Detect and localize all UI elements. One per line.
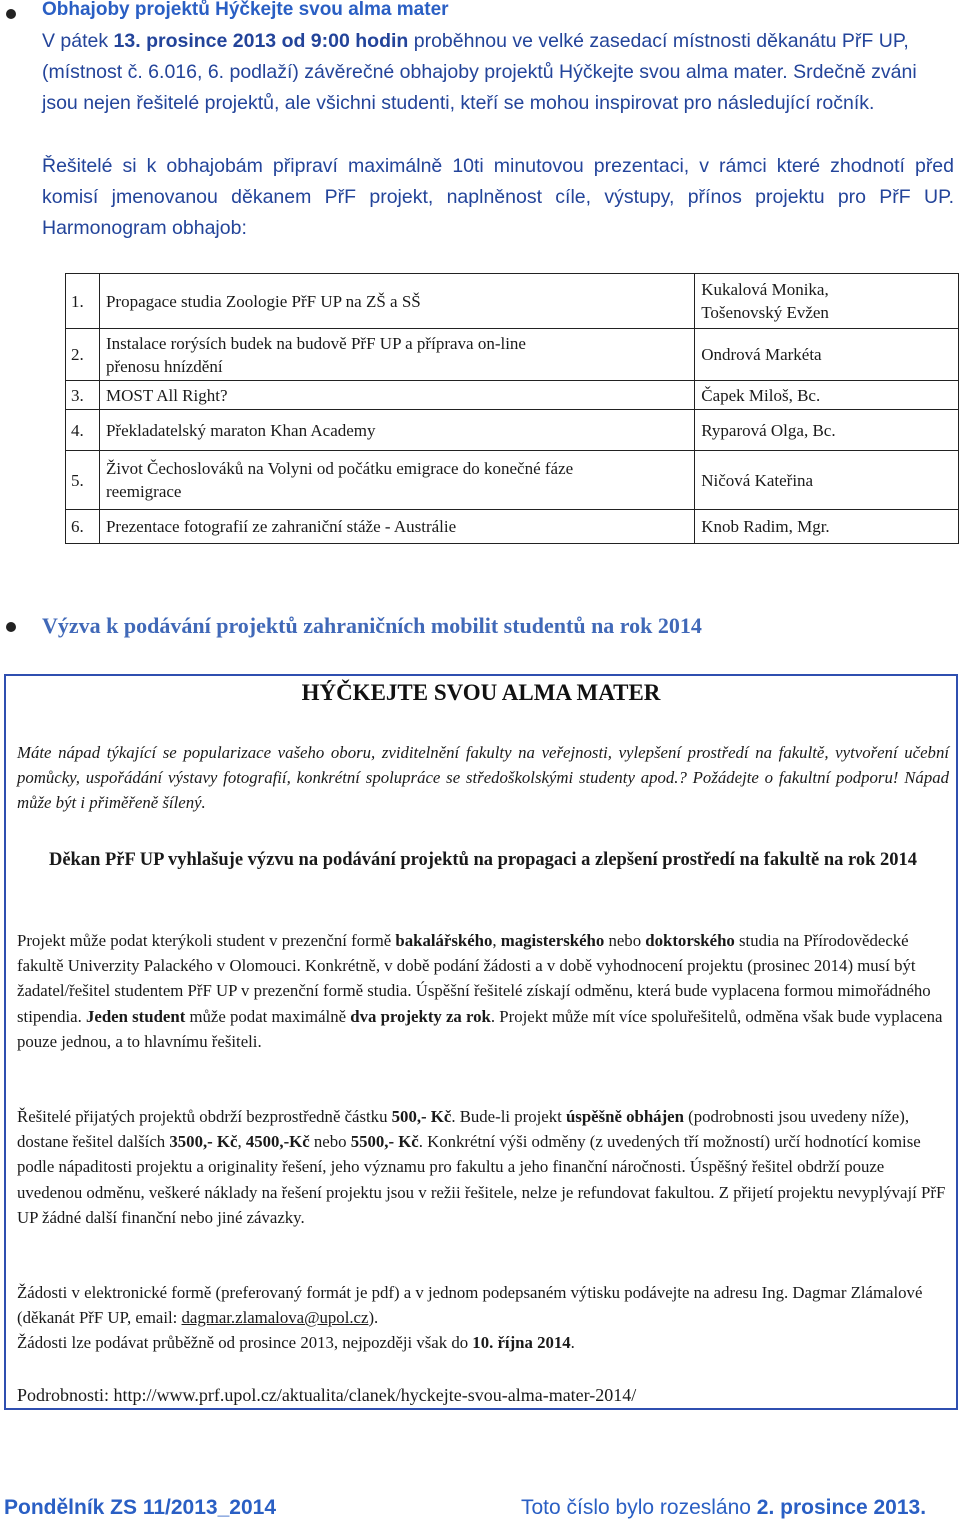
submission-paragraph: Žádosti v elektronické formě (preferovaný formát je pdf) a v jednom podepsaném výtisku podávejte na adresu Ing. Dagmar Zlámalové (děkanát PřF UP, email: dagmar.zlamalova@upol.cz). Žádosti lze podávat průběžně od prosince 2013, nejpozději však do 10. října 2014. — [17, 1283, 923, 1353]
eligibility-paragraph: Projekt může podat kterýkoli student v prezenční formě bakalářského, magisterského nebo doktorského studia na Přírodovědecké fakultě Univerzity Palackého v Olomouci. Konkrétně, v době podání žádosti a v době vyhodnocení projektu (prosinec 2014) musí být žadatel/řešitel studentem PřF UP v prezenční formě studia. Úspěšní řešitelé získají odměnu, která bude vyplacena formou mimořádného stipendia. Jeden student může podat maximálně dva projekty za rok. Projekt může mít více spoluřešitelů, odměna však bude vyplacena pouze jednou, a to hlavnímu řešiteli. — [17, 931, 943, 1051]
call-box-heading: HÝČKEJTE SVOU ALMA MATER — [301, 680, 661, 705]
table-row — [66, 381, 959, 410]
table-row — [66, 274, 959, 329]
email-link[interactable]: dagmar.zlamalova@upol.cz — [181, 1308, 369, 1328]
project-authors: Ryparová Olga, Bc. — [695, 410, 959, 451]
table-row — [66, 329, 959, 381]
row-number: 1. — [66, 274, 100, 329]
details-link[interactable]: Podrobnosti: http://www.prf.upol.cz/aktualita/clanek/hyckejte-svou-alma-mater-2014/ — [17, 1385, 637, 1405]
row-number: 3. — [66, 381, 100, 410]
row-number: 6. — [66, 510, 100, 544]
call-title: Výzva k podávání projektů zahraničních mobilit studentů na rok 2014 — [42, 613, 702, 638]
project-name: Instalace rorýsích budek na budově PřF UP a příprava on-line přenosu hnízdění — [99, 329, 694, 381]
call-headline: Děkan PřF UP vyhlašuje výzvu na podávání projektů na propagaci a zlepšení prostředí na fakultě na rok 2014 — [48, 850, 918, 870]
footer-sent-date: Toto číslo bylo rozesláno 2. prosince 2013. — [521, 1496, 927, 1519]
table-row — [66, 410, 959, 451]
project-authors: Knob Radim, Mgr. — [695, 510, 959, 544]
project-name: Život Čechoslováků na Volyni od počátku emigrace do konečné fáze reemigrace — [99, 451, 694, 510]
project-name: Propagace studia Zoologie PřF UP na ZŠ a SŠ — [99, 274, 694, 329]
footer-issue-label: Pondělník ZS 11/2013_2014 — [4, 1496, 276, 1519]
defense-schedule-table — [65, 273, 959, 544]
row-number: 4. — [66, 410, 100, 451]
project-authors: Čapek Miloš, Bc. — [695, 381, 959, 410]
call-box — [4, 674, 958, 1410]
defense-paragraph-2: Řešitelé si k obhajobám připraví maximálně 10ti minutovou prezentaci, v rámci které zhodnotí před komisí jmenovanou děkanem PřF projekt, naplněnost cíle, výstupy, přínos projektu pro PřF UP. Harmonogram obhajob: — [42, 155, 954, 239]
project-name: MOST All Right? — [99, 381, 694, 410]
project-authors: Ondrová Markéta — [695, 329, 959, 381]
deadline: 10. října 2014 — [472, 1333, 571, 1353]
project-name: Prezentace fotografií ze zahraniční stáže - Austrálie — [99, 510, 694, 544]
call-intro-italic: Máte nápad týkající se popularizace vašeho oboru, zviditelnění fakulty na veřejnosti, vylepšení prostředí na fakultě, vytvoření učební pomůcky, uspořádání výstavy fotografií, konkrétní spolupráce se středoškolskými studenty apod.? Požádejte o fakultní podporu! Nápad může být i přiměřeně šílený. — [17, 743, 949, 812]
bullet-icon — [6, 9, 16, 19]
project-name: Překladatelský maraton Khan Academy — [99, 410, 694, 451]
reward-paragraph: Řešitelé přijatých projektů obdrží bezprostředně částku 500,- Kč. Bude-li projekt úspěšně obhájen (podrobnosti jsou uvedeny níže), dostane řešitel dalších 3500,- Kč, 4500,-Kč nebo 5500,- Kč. Konkrétní výši odměny (z uvedených tří možností) určí hodnotící komise podle nápaditosti projektu a originality řešení, jeho významu pro fakultu a jeho finanční náročnosti. Úspěšný řešitel obdrží pouze uvedenou odměnu, veškeré náklady na řešení projektu jsou v režii řešitele, nelze je refundovat fakultou. Z přijetí projektu nevyplývají PřF UP žádné další finanční nebo jiné závazky. — [17, 1107, 946, 1227]
table-row — [66, 451, 959, 510]
defense-title: Obhajoby projektů Hýčkejte svou alma mater — [42, 0, 449, 20]
table-row — [66, 510, 959, 544]
project-authors: Kukalová Monika, Tošenovský Evžen — [695, 274, 959, 329]
bullet-icon — [6, 622, 16, 632]
defense-paragraph-1: V pátek 13. prosince 2013 od 9:00 hodin proběhnou ve velké zasedací místnosti děkanátu PřF UP, (místnost č. 6.016, 6. podlaží) závěrečné obhajoby projektů Hýčkejte svou alma mater. Srdečně zváni jsou nejen řešitelé projektů, ale všichni studenti, kteří se mohou inspirovat pro následující ročník. — [42, 30, 917, 114]
project-authors: Ničová Kateřina — [695, 451, 959, 510]
row-number: 2. — [66, 329, 100, 381]
defense-date: 13. prosince 2013 od 9:00 hodin — [113, 30, 409, 52]
row-number: 5. — [66, 451, 100, 510]
